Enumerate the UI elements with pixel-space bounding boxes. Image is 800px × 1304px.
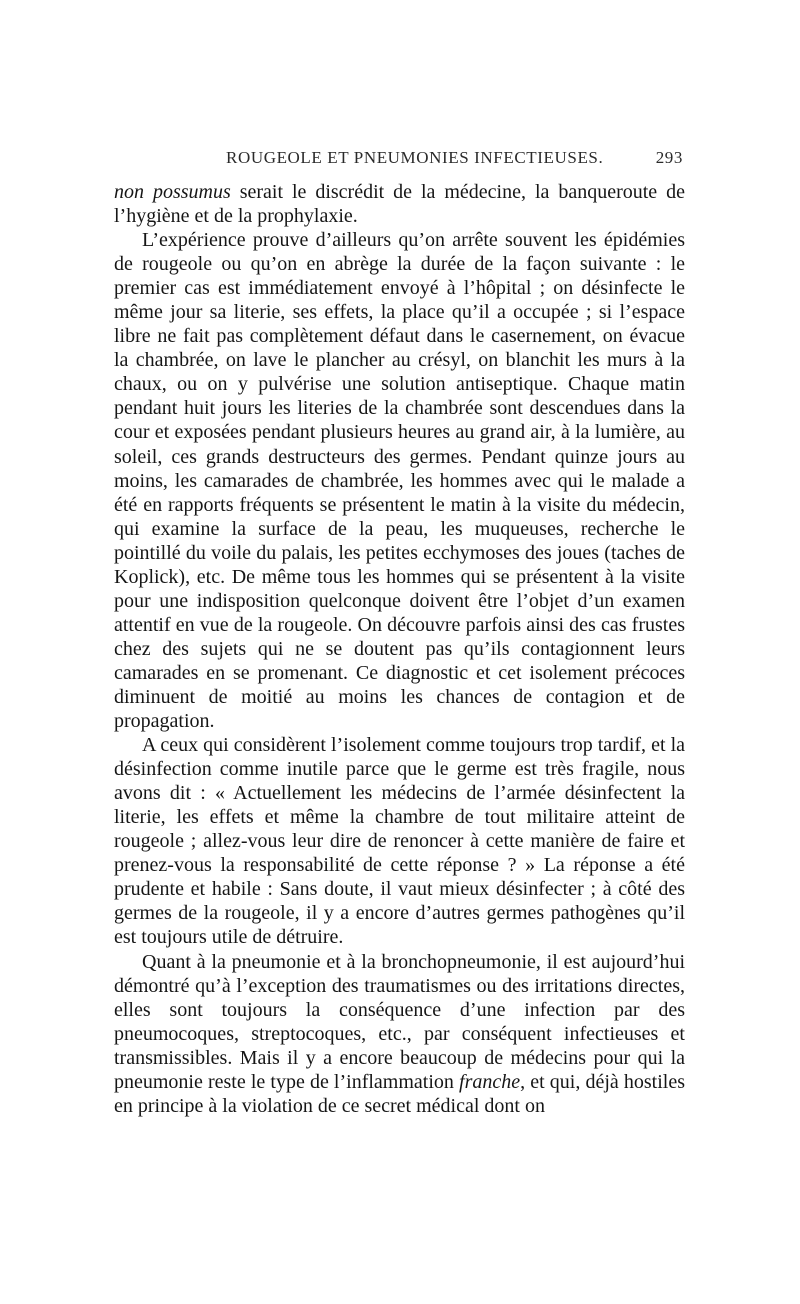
italic-latin-phrase: non possumus xyxy=(114,181,231,203)
paragraph-text: Quant à la pneumonie et à la bronchopneumonie, il est aujourd’hui démontré qu’à l’exception des traumatismes ou des irritations directes, elles sont toujours la conséquence d’une infection par des pneumocoques, streptocoques, etc., par conséquent infectieuses et transmissibles. Mais il y a encore beaucoup de médecins pour qui la pneumonie reste le type de l’inflammation xyxy=(114,950,685,1093)
paragraph xyxy=(114,733,685,949)
paragraph xyxy=(114,228,685,733)
running-title: ROUGEOLE ET PNEUMONIES INFECTIEUSES. xyxy=(226,148,604,167)
paragraph-text: A ceux qui considèrent l’isolement comme toujours trop tardif, et la désinfection comme inutile parce que le germe est très fragile, nous avons dit : « Actuellement les médecins de l’armée désinfectent la literie, les effets et même la chambre de tout militaire atteint de rougeole ; allez-vous leur dire de renoncer à cette manière de faire et prenez-vous la responsabilité de cette réponse ? » La réponse a été prudente et habile : Sans doute, il vaut mieux désinfecter ; à côté des germes de la rougeole, il y a encore d’autres germes pathogènes qu’il est toujours utile de détruire. xyxy=(114,734,685,949)
body-text xyxy=(114,180,685,1118)
italic-word: franche xyxy=(459,1070,521,1093)
paragraph-text: L’expérience prouve d’ailleurs qu’on arrête souvent les épidémies de rougeole ou qu’on en abrège la durée de la façon suivante : le premier cas est immédiatement envoyé à l’hôpital ; on désinfecte le même jour sa literie, ses effets, la place qu’il a occupée ; si l’espace libre ne fait pas complètement défaut dans le casernement, on évacue la chambrée, on lave le plancher au crésyl, on blanchit les murs à la chaux, ou on y pulvérise une solution antiseptique. Chaque matin pendant huit jours les literies de la chambrée sont descendues dans la cour et exposées pendant plusieurs heures au grand air, à la lumière, au soleil, ces grands destructeurs des germes. Pendant quinze jours au moins, les camarades de chambrée, les hommes avec qui le malade a été en rapports fréquents se présentent le matin à la visite du médecin, qui examine la surface de la peau, les muqueuses, recherche le pointillé du voile du palais, les petites ecchymoses des joues (taches de Koplick), etc. De même tous les hommes qui se présentent à la visite pour une indisposition quelconque doivent être l’objet d’un examen attentif en vue de la rougeole. On découvre parfois ainsi des cas frustes chez des sujets qui ne se doutent pas qu’ils contagionnent leurs camarades en se promenant. Ce diagnostic et cet isolement précoces diminuent de moitié au moins les chances de contagion et de propagation. xyxy=(114,229,685,733)
paragraph-continuation xyxy=(114,180,685,228)
running-head xyxy=(115,148,685,176)
paragraph xyxy=(114,950,685,1118)
page-number: 293 xyxy=(655,148,683,167)
paragraph-text: serait le discrédit de la médecine, la banqueroute de l’hygiène et de la prophylaxie. xyxy=(114,181,686,228)
paragraph-text: , et qui, déjà hostiles en principe à la violation de ce secret médical dont on xyxy=(114,1070,685,1117)
